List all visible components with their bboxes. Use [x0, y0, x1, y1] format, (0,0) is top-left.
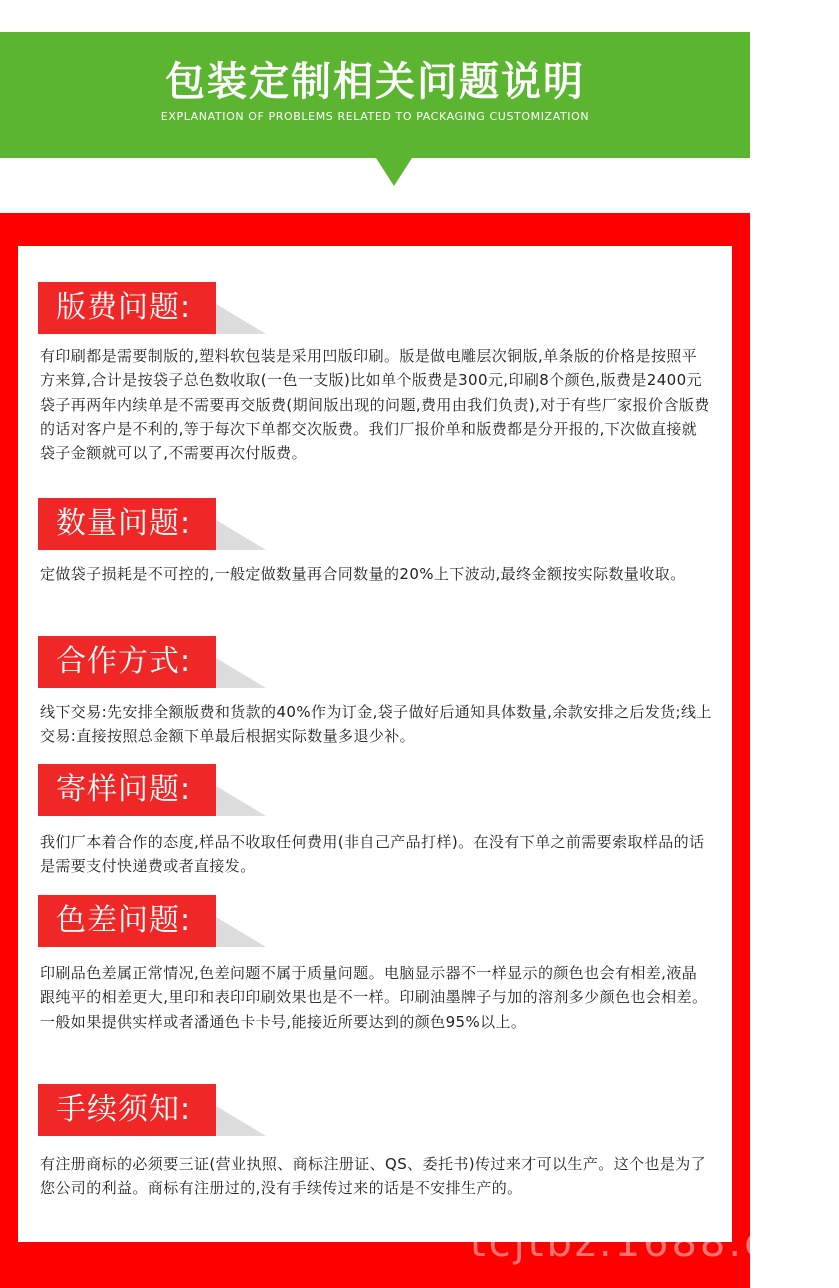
section-title: 数量问题: — [38, 498, 216, 550]
top-spacer — [0, 0, 750, 32]
section-body: 有印刷都是需要制版的,塑料软包装是采用凹版印刷。版是做电雕层次铜版,单条版的价格是按照平方来算,合计是按袋子总色数收取(一色一支版)比如单个版费是300元,印刷8个颜色,版费是2400元袋子再两年内续单是不需要再交版费(期间版出现的问题,费用由我们负责),对于有些厂家报价含版费的话对客户是不利的,等于每次下单都交次版费。我们厂报价单和版费都是分开报的,下次做直接就袋子金额就可以了,不需要再次付版费。 — [40, 347, 710, 463]
section-title: 寄样问题: — [38, 764, 216, 816]
section-title: 合作方式: — [38, 636, 216, 688]
section-heading — [38, 895, 268, 947]
heading-shadow-icon — [216, 520, 266, 550]
heading-shadow-icon — [216, 917, 266, 947]
page-title: 包装定制相关问题说明 — [165, 59, 585, 105]
page-subtitle: EXPLANATION OF PROBLEMS RELATED TO PACKAGING CUSTOMIZATION — [160, 110, 590, 123]
section-title: 手续须知: — [38, 1084, 216, 1136]
site-watermark: tcjtbz.1688.com — [470, 1220, 839, 1266]
header-down-arrow-icon — [376, 158, 412, 186]
section-heading — [38, 764, 268, 816]
heading-shadow-icon — [216, 304, 266, 334]
section-body: 有注册商标的必须要三证(营业执照、商标注册证、QS、委托书)传过来才可以生产。这个也是为了您公司的利益。商标有注册过的,没有手续传过来的话是不安排生产的。 — [40, 1155, 707, 1198]
heading-shadow-icon — [216, 786, 266, 816]
section-heading — [38, 1084, 268, 1136]
section-body: 定做袋子损耗是不可控的,一般定做数量再合同数量的20%上下波动,最终金额按实际数量收取。 — [40, 565, 686, 583]
section-body: 我们厂本着合作的态度,样品不收取任何费用(非自己产品打样)。在没有下单之前需要索取样品的话是需要支付快递费或者直接发。 — [40, 833, 705, 876]
section-heading — [38, 498, 268, 550]
heading-shadow-icon — [216, 1106, 266, 1136]
section-body: 线下交易:先安排全额版费和货款的40%作为订金,袋子做好后通知具体数量,余款安排之后发货;线上交易:直接按照总金额下单最后根据实际数量多退少补。 — [40, 703, 712, 746]
section-heading — [38, 636, 268, 688]
section-title: 色差问题: — [38, 895, 216, 947]
section-heading — [38, 282, 268, 334]
section-title: 版费问题: — [38, 282, 216, 334]
heading-shadow-icon — [216, 658, 266, 688]
section-body: 印刷品色差属正常情况,色差问题不属于质量问题。电脑显示器不一样显示的颜色也会有相差,液晶跟纯平的相差更大,里印和表印印刷效果也是不一样。印刷油墨牌子与加的溶剂多少颜色也会相差。一般如果提供实样或者潘通色卡卡号,能接近所要达到的颜色95%以上。 — [40, 964, 708, 1031]
